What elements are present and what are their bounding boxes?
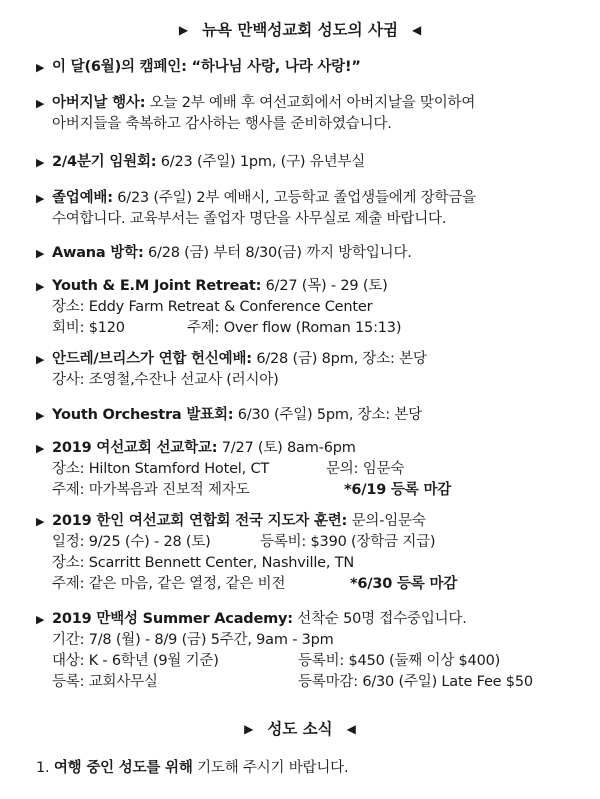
left-triangle-icon: ◀: [411, 23, 422, 37]
deadline-note: *6/30 등록 마감: [350, 576, 458, 592]
item-text: 6/28 (금) 부터 8/30(금) 까지 방학입니다.: [148, 245, 412, 261]
item-label: 졸업예배:: [52, 190, 113, 206]
item-text: 등록: 교회사무실: [52, 674, 158, 690]
item-text: 기간: 7/8 (월) - 8/9 (금) 5주간, 9am - 3pm: [52, 632, 334, 648]
section-header: [0, 19, 600, 41]
news-section-title: 성도 소식: [267, 720, 333, 738]
list-item: [36, 277, 596, 338]
list-item: [36, 439, 596, 500]
list-item: [36, 406, 596, 425]
list-item: [36, 58, 596, 77]
item-text: 등록비: $390 (장학금 지급): [260, 534, 436, 550]
item-text: 6/28 (금) 8pm, 장소: 본당: [256, 351, 427, 367]
item-text: 6/30 (주일) 5pm, 장소: 본당: [237, 407, 422, 423]
bullet-icon: ▶: [36, 247, 45, 260]
bullet-icon: ▶: [36, 353, 45, 366]
item-label: 2019 여선교회 선교학교:: [52, 440, 218, 456]
section-title: 뉴욕 만백성교회 성도의 사귐: [202, 21, 398, 39]
item-text: 장소: Scarritt Bennett Center, Nashville, TN: [52, 555, 355, 571]
item-label: 안드레/브리스가 연합 헌신예배:: [52, 351, 252, 367]
item-text: 6/23 (주일) 2부 예배시, 고등학교 졸업생들에게 장학금을: [117, 190, 476, 206]
item-text: 아버지들을 축복하고 감사하는 행사를 준비하였습니다.: [52, 116, 392, 132]
item-label: Youth & E.M Joint Retreat:: [52, 278, 262, 294]
left-triangle-icon: ◀: [346, 722, 356, 736]
item-label: 아버지날 행사:: [52, 95, 146, 111]
news-item-number: 1.: [36, 760, 50, 776]
bullet-icon: ▶: [36, 613, 45, 626]
item-text: 6/23 (주일) 1pm, (구) 유년부실: [160, 154, 366, 170]
bullet-icon: ▶: [36, 515, 45, 528]
list-item: [36, 610, 596, 692]
item-label: Youth Orchestra 발표회:: [52, 407, 234, 423]
item-text: 선착순 50명 접수중입니다.: [297, 611, 467, 627]
item-text: 대상: K - 6학년 (9월 기준): [52, 653, 219, 669]
item-label: 이 달(6월)의 캠페인: “하나님 사랑, 나라 사랑!”: [52, 59, 361, 75]
list-item: [36, 189, 596, 229]
bullet-icon: ▶: [36, 442, 45, 455]
item-label: Awana 방학:: [52, 245, 144, 261]
item-text: 문의: 임문숙: [326, 461, 405, 477]
item-text: 문의-임문숙: [351, 513, 426, 529]
news-section-header: [0, 718, 600, 740]
bullet-icon: ▶: [36, 156, 45, 169]
bullet-icon: ▶: [36, 409, 45, 422]
bullet-icon: ▶: [36, 280, 45, 293]
item-text: 주제: Over flow (Roman 15:13): [187, 320, 402, 336]
item-text: 회비: $120: [52, 320, 125, 336]
item-label: 2019 한인 여선교회 연합회 전국 지도자 훈련:: [52, 513, 348, 529]
list-item: [36, 153, 596, 172]
item-text: 오늘 2부 예배 후 여선교회에서 아버지날을 맞이하여: [149, 95, 476, 111]
list-item: [36, 350, 596, 390]
news-item-text: 기도해 주시기 바랍니다.: [197, 760, 349, 776]
item-text: 7/27 (토) 8am-6pm: [221, 440, 356, 456]
item-text: 주제: 같은 마음, 같은 열정, 같은 비전: [52, 576, 286, 592]
item-text: 강사: 조영철,수잔나 선교사 (러시아): [52, 372, 279, 388]
news-item-label: 여행 중인 성도를 위해: [53, 760, 193, 776]
bullet-icon: ▶: [36, 192, 45, 205]
item-text: 주제: 마가복음과 진보적 제자도: [52, 482, 250, 498]
list-item: [36, 94, 596, 134]
bullet-icon: ▶: [36, 97, 45, 110]
news-item: [36, 758, 348, 778]
right-triangle-icon: ▶: [244, 722, 254, 736]
item-text: 장소: Hilton Stamford Hotel, CT: [52, 461, 270, 477]
list-item: [36, 512, 596, 594]
item-label: 2/4분기 임원회:: [52, 154, 157, 170]
item-label: 2019 만백성 Summer Academy:: [52, 611, 293, 627]
item-text: 일정: 9/25 (수) - 28 (토): [52, 534, 211, 550]
item-text: 등록비: $450 (둘째 이상 $400): [298, 653, 501, 669]
item-text: 수여합니다. 교육부서는 졸업자 명단을 사무실로 제출 바랍니다.: [52, 211, 447, 227]
list-item: [36, 244, 596, 263]
item-text: 장소: Eddy Farm Retreat & Conference Center: [52, 299, 373, 315]
bullet-icon: ▶: [36, 61, 45, 74]
right-triangle-icon: ▶: [178, 23, 189, 37]
item-text: 등록마감: 6/30 (주일) Late Fee $50: [298, 674, 533, 690]
deadline-note: *6/19 등록 마감: [344, 482, 452, 498]
item-text: 6/27 (목) - 29 (토): [265, 278, 388, 294]
